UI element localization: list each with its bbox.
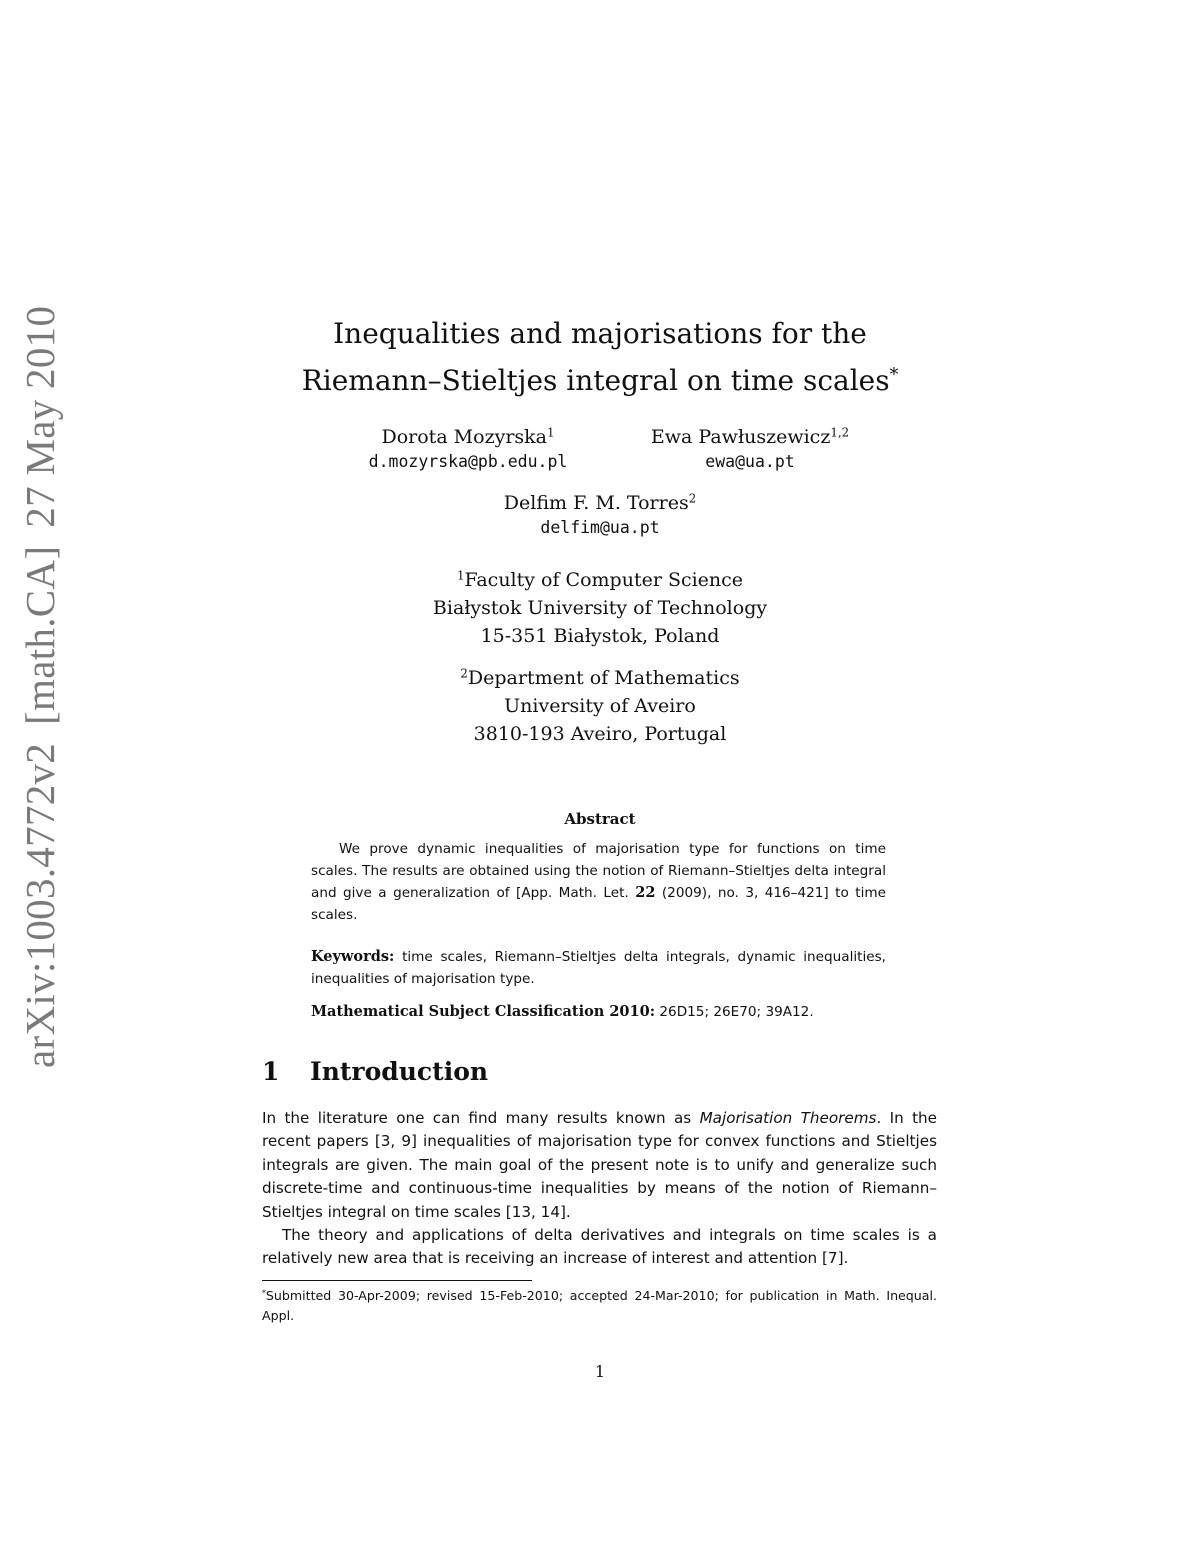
majorisation-theorems-emph: Majorisation Theorems [699,1109,877,1127]
affiliation-2-line-2: University of Aveiro [504,695,696,717]
page-number: 1 [594,1362,606,1381]
affiliation-1 [0,566,1200,650]
abstract-heading: Abstract [564,810,636,828]
author-email-1[interactable]: d.mozyrska@pb.edu.pl [368,452,568,471]
paragraph-1: In the literature one can find many results known as Majorisation Theorems. In the recent papers [3, 9] inequalities of majorisation type for convex functions and Stieltjes integrals are given. The main goal of the present note is to unify and generalize such discrete-time and continuous-time inequalities by means of the notion of Riemann–Stieltjes integral on time scales [13, 14]. [262,1109,938,1221]
title-line-1: Inequalities and majorisations for the [333,317,867,350]
section-heading [262,1057,488,1086]
footnote [262,1286,937,1325]
section-number: 1 [262,1057,280,1086]
paragraph-2: The theory and applications of delta derivatives and integrals on time scales is a relatively new area that is receiving an increase of interest and attention [7]. [262,1226,937,1268]
author-block-2 [620,426,880,471]
abstract-volume: 22 [635,884,656,901]
author-email-2[interactable]: ewa@ua.pt [705,452,795,471]
author-email-3[interactable]: delfim@ua.pt [540,518,660,537]
arxiv-id: arXiv:1003.4772v2 [17,742,63,1068]
author-block-3 [0,492,1200,537]
affiliation-2 [0,664,1200,748]
author-name-2: Ewa Pawłuszewicz$^{1,2}$ [650,425,850,448]
msc-classification [311,1001,886,1024]
arxiv-date: 27 May 2010 [17,305,63,528]
keywords [311,946,886,990]
author-name-1: Dorota Mozyrska$^1$ [381,425,555,448]
author-name-3: Delfim F. M. Torres$^2$ [503,491,697,514]
footnote-text: Submitted 30-Apr-2009; revised 15-Feb-2010; accepted 24-Mar-2010; for publication in Math. Inequal. Appl. [262,1288,937,1323]
title-line-2-text: Riemann–Stieltjes integral on time scales [301,364,890,397]
affiliation-2-line-1: $^2$Department of Mathematics [460,666,740,689]
affiliation-1-line-3: 15-351 Białystok, Poland [480,625,720,647]
affiliation-1-line-1: $^1$Faculty of Computer Science [456,568,744,591]
title-footnote-mark: * [889,365,899,386]
section-title: Introduction [310,1057,489,1086]
msc-label: Mathematical Subject Classification 2010: [311,1003,656,1020]
title-line-2 [0,364,1200,398]
affiliation-1-line-2: Białystok University of Technology [432,597,768,619]
keywords-text: time scales, Riemann–Stieltjes delta integrals, dynamic inequalities, inequalities of majorisation type. [311,949,887,987]
footnote-mark: * [262,1288,266,1298]
footnote-rule [262,1280,532,1281]
keywords-label: Keywords: [311,948,395,965]
author-block-1 [318,426,618,471]
arxiv-category: [math.CA] [17,545,63,725]
affiliation-2-line-3: 3810-193 Aveiro, Portugal [473,723,727,745]
introduction-body [262,1107,937,1271]
abstract-text: We prove dynamic inequalities of majorisation type for functions on time scales. The results are obtained using the notion of Riemann–Stieltjes delta integral and give a generalization of [App. Math. Let. 22 (2009), no. 3, 416–421] to time scales. [311,841,886,923]
msc-codes: 26D15; 26E70; 39A12. [659,1004,814,1020]
